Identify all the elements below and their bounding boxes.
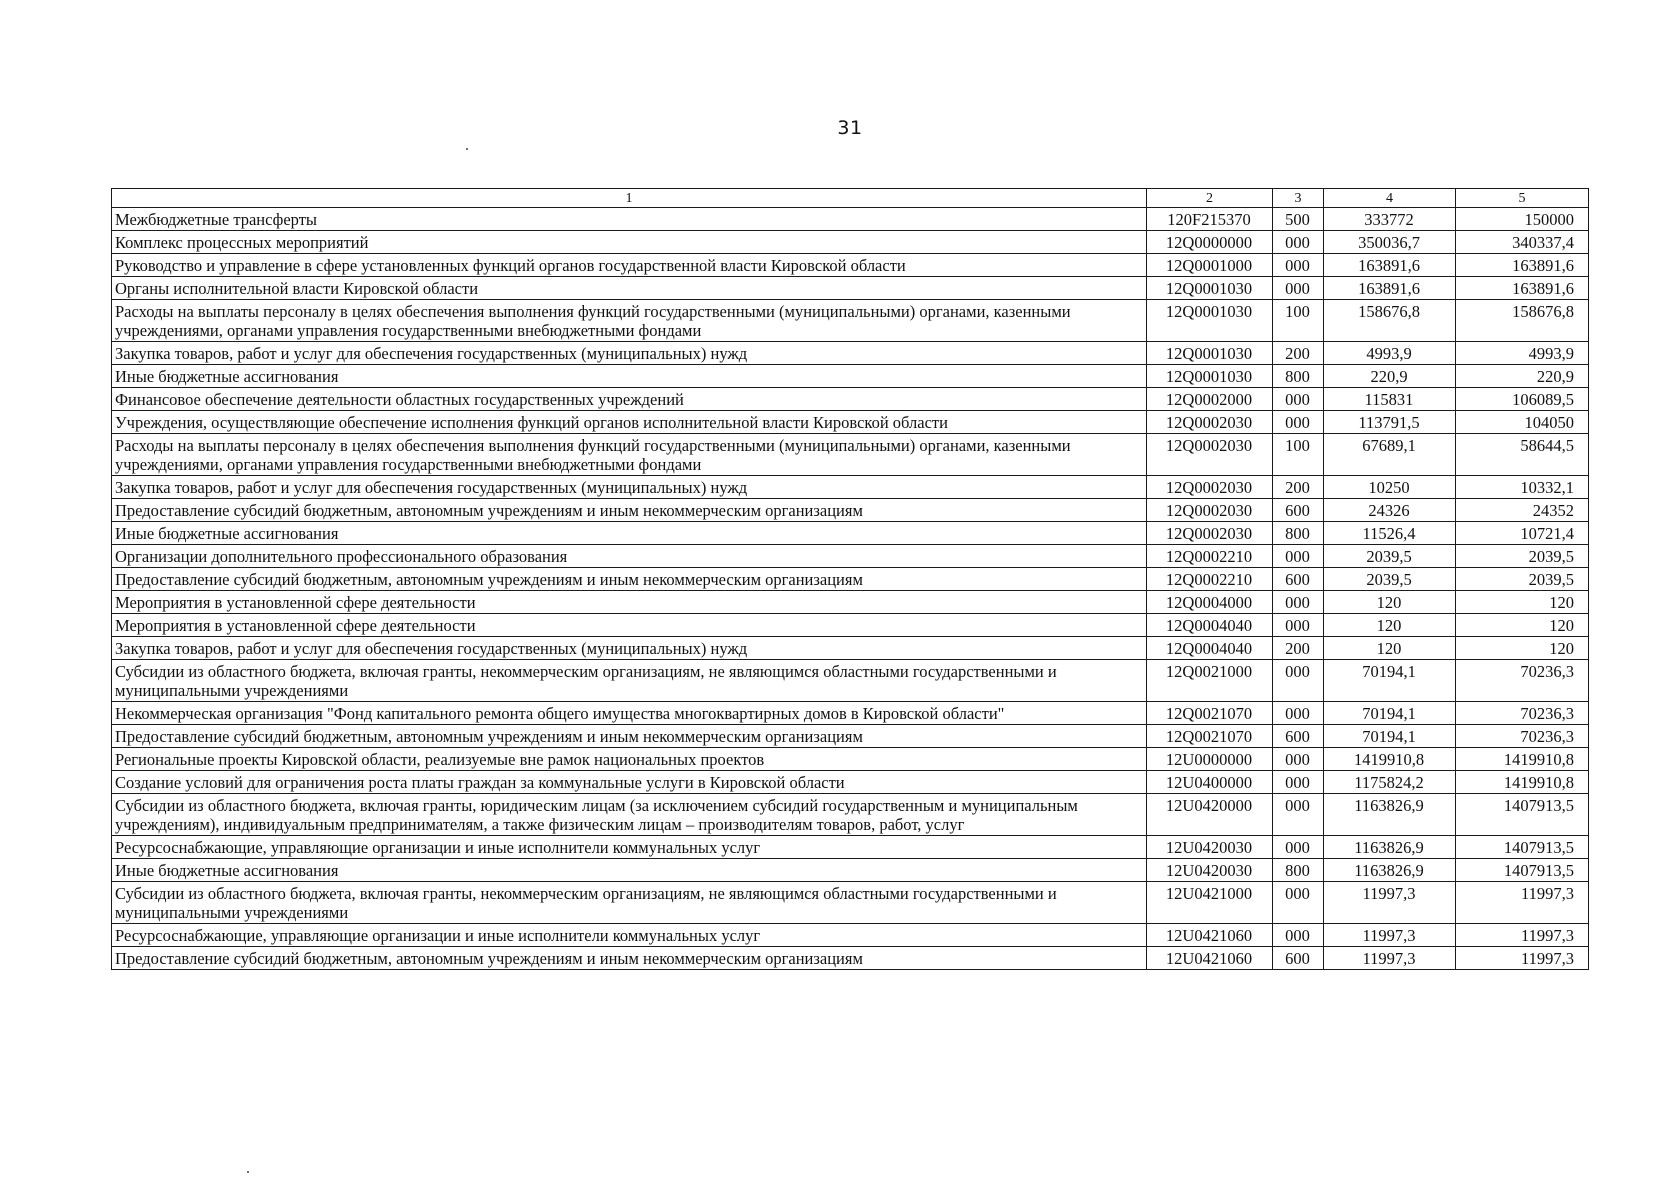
row-sum-1-cell: 67689,1 bbox=[1324, 434, 1456, 476]
table-row bbox=[112, 254, 1589, 277]
row-code-cell: 12U0421000 bbox=[1147, 882, 1273, 924]
table-row bbox=[112, 660, 1589, 702]
column-header-2: 2 bbox=[1147, 189, 1273, 208]
row-sum-2-cell: 106089,5 bbox=[1456, 388, 1589, 411]
row-code-cell: 12Q0002030 bbox=[1147, 434, 1273, 476]
row-code-cell: 12U0421060 bbox=[1147, 947, 1273, 970]
table-row bbox=[112, 365, 1589, 388]
row-name-cell: Учреждения, осуществляющие обеспечение исполнения функций органов исполнительной власти Кировской области bbox=[112, 411, 1147, 434]
row-type-cell: 000 bbox=[1273, 231, 1324, 254]
row-code-cell: 12Q0001030 bbox=[1147, 342, 1273, 365]
row-sum-1-cell: 163891,6 bbox=[1324, 254, 1456, 277]
row-type-cell: 800 bbox=[1273, 365, 1324, 388]
table-row bbox=[112, 522, 1589, 545]
row-sum-1-cell: 220,9 bbox=[1324, 365, 1456, 388]
row-code-cell: 12Q0001000 bbox=[1147, 254, 1273, 277]
row-sum-2-cell: 1407913,5 bbox=[1456, 794, 1589, 836]
table-row bbox=[112, 434, 1589, 476]
row-name-cell: Закупка товаров, работ и услуг для обеспечения государственных (муниципальных) нужд bbox=[112, 637, 1147, 660]
row-type-cell: 200 bbox=[1273, 637, 1324, 660]
row-type-cell: 500 bbox=[1273, 208, 1324, 231]
row-sum-2-cell: 1407913,5 bbox=[1456, 836, 1589, 859]
row-type-cell: 800 bbox=[1273, 522, 1324, 545]
row-sum-2-cell: 340337,4 bbox=[1456, 231, 1589, 254]
row-sum-2-cell: 104050 bbox=[1456, 411, 1589, 434]
row-sum-1-cell: 1419910,8 bbox=[1324, 748, 1456, 771]
row-type-cell: 100 bbox=[1273, 434, 1324, 476]
row-code-cell: 12Q0002030 bbox=[1147, 411, 1273, 434]
row-sum-1-cell: 11526,4 bbox=[1324, 522, 1456, 545]
row-type-cell: 000 bbox=[1273, 748, 1324, 771]
row-sum-1-cell: 1163826,9 bbox=[1324, 859, 1456, 882]
row-type-cell: 000 bbox=[1273, 836, 1324, 859]
table-row bbox=[112, 411, 1589, 434]
table-row bbox=[112, 725, 1589, 748]
row-type-cell: 000 bbox=[1273, 254, 1324, 277]
column-header-1: 1 bbox=[112, 189, 1147, 208]
column-header-3: 3 bbox=[1273, 189, 1324, 208]
row-type-cell: 200 bbox=[1273, 342, 1324, 365]
row-sum-1-cell: 1163826,9 bbox=[1324, 836, 1456, 859]
column-number-header bbox=[112, 189, 1589, 208]
row-code-cell: 12Q0002030 bbox=[1147, 499, 1273, 522]
row-name-cell: Иные бюджетные ассигнования bbox=[112, 522, 1147, 545]
row-code-cell: 12Q0002030 bbox=[1147, 476, 1273, 499]
row-code-cell: 12Q0002210 bbox=[1147, 545, 1273, 568]
row-sum-2-cell: 150000 bbox=[1456, 208, 1589, 231]
row-code-cell: 12U0420000 bbox=[1147, 794, 1273, 836]
row-name-cell: Мероприятия в установленной сфере деятельности bbox=[112, 614, 1147, 637]
row-sum-2-cell: 220,9 bbox=[1456, 365, 1589, 388]
table-row bbox=[112, 476, 1589, 499]
row-sum-2-cell: 120 bbox=[1456, 614, 1589, 637]
row-name-cell: Иные бюджетные ассигнования bbox=[112, 859, 1147, 882]
row-sum-1-cell: 120 bbox=[1324, 591, 1456, 614]
row-sum-2-cell: 163891,6 bbox=[1456, 277, 1589, 300]
row-name-cell: Закупка товаров, работ и услуг для обеспечения государственных (муниципальных) нужд bbox=[112, 342, 1147, 365]
row-sum-1-cell: 70194,1 bbox=[1324, 725, 1456, 748]
row-sum-2-cell: 70236,3 bbox=[1456, 702, 1589, 725]
row-sum-2-cell: 1407913,5 bbox=[1456, 859, 1589, 882]
row-code-cell: 12U0000000 bbox=[1147, 748, 1273, 771]
table-row bbox=[112, 794, 1589, 836]
row-sum-1-cell: 350036,7 bbox=[1324, 231, 1456, 254]
row-sum-1-cell: 1175824,2 bbox=[1324, 771, 1456, 794]
row-sum-2-cell: 2039,5 bbox=[1456, 568, 1589, 591]
row-type-cell: 100 bbox=[1273, 300, 1324, 342]
row-code-cell: 12Q0001030 bbox=[1147, 365, 1273, 388]
table-row bbox=[112, 499, 1589, 522]
row-name-cell: Расходы на выплаты персоналу в целях обеспечения выполнения функций государственными (муниципальными) органами, казенными учреждениями, органами управления государственными внебюджетными фондами bbox=[112, 434, 1147, 476]
row-name-cell: Финансовое обеспечение деятельности областных государственных учреждений bbox=[112, 388, 1147, 411]
row-type-cell: 000 bbox=[1273, 702, 1324, 725]
row-sum-1-cell: 113791,5 bbox=[1324, 411, 1456, 434]
table-row bbox=[112, 882, 1589, 924]
table-row bbox=[112, 836, 1589, 859]
row-type-cell: 000 bbox=[1273, 771, 1324, 794]
row-sum-2-cell: 11997,3 bbox=[1456, 924, 1589, 947]
row-type-cell: 000 bbox=[1273, 388, 1324, 411]
row-sum-2-cell: 2039,5 bbox=[1456, 545, 1589, 568]
row-sum-1-cell: 2039,5 bbox=[1324, 568, 1456, 591]
row-code-cell: 12Q0021070 bbox=[1147, 725, 1273, 748]
row-type-cell: 000 bbox=[1273, 614, 1324, 637]
row-sum-2-cell: 70236,3 bbox=[1456, 725, 1589, 748]
row-name-cell: Закупка товаров, работ и услуг для обеспечения государственных (муниципальных) нужд bbox=[112, 476, 1147, 499]
row-sum-1-cell: 115831 bbox=[1324, 388, 1456, 411]
column-header-4: 4 bbox=[1324, 189, 1456, 208]
row-name-cell: Органы исполнительной власти Кировской области bbox=[112, 277, 1147, 300]
row-sum-1-cell: 4993,9 bbox=[1324, 342, 1456, 365]
page-number: 31 bbox=[837, 117, 863, 139]
row-sum-1-cell: 70194,1 bbox=[1324, 702, 1456, 725]
row-sum-2-cell: 24352 bbox=[1456, 499, 1589, 522]
table-row bbox=[112, 748, 1589, 771]
row-code-cell: 12Q0004040 bbox=[1147, 614, 1273, 637]
table-row bbox=[112, 277, 1589, 300]
table-body bbox=[112, 208, 1589, 970]
row-code-cell: 12Q0002000 bbox=[1147, 388, 1273, 411]
row-sum-1-cell: 2039,5 bbox=[1324, 545, 1456, 568]
row-name-cell: Создание условий для ограничения роста платы граждан за коммунальные услуги в Кировской области bbox=[112, 771, 1147, 794]
row-name-cell: Ресурсоснабжающие, управляющие организации и иные исполнители коммунальных услуг bbox=[112, 924, 1147, 947]
table-row bbox=[112, 859, 1589, 882]
row-type-cell: 600 bbox=[1273, 499, 1324, 522]
row-sum-2-cell: 120 bbox=[1456, 591, 1589, 614]
table-row bbox=[112, 300, 1589, 342]
row-name-cell: Организации дополнительного профессионального образования bbox=[112, 545, 1147, 568]
row-code-cell: 12Q0021000 bbox=[1147, 660, 1273, 702]
row-code-cell: 12Q0001030 bbox=[1147, 300, 1273, 342]
table-row bbox=[112, 231, 1589, 254]
row-sum-2-cell: 163891,6 bbox=[1456, 254, 1589, 277]
row-type-cell: 200 bbox=[1273, 476, 1324, 499]
row-code-cell: 12Q0004000 bbox=[1147, 591, 1273, 614]
row-sum-2-cell: 10721,4 bbox=[1456, 522, 1589, 545]
row-type-cell: 600 bbox=[1273, 568, 1324, 591]
scan-speck bbox=[466, 148, 468, 150]
row-sum-1-cell: 11997,3 bbox=[1324, 882, 1456, 924]
row-name-cell: Мероприятия в установленной сфере деятельности bbox=[112, 591, 1147, 614]
row-name-cell: Комплекс процессных мероприятий bbox=[112, 231, 1147, 254]
row-name-cell: Субсидии из областного бюджета, включая гранты, юридическим лицам (за исключением субсидий государственным и муниципальным учреждениям), индивидуальным предпринимателям, а также физическим лицам – производителям товаров, работ, услуг bbox=[112, 794, 1147, 836]
row-code-cell: 12U0400000 bbox=[1147, 771, 1273, 794]
row-name-cell: Региональные проекты Кировской области, реализуемые вне рамок национальных проектов bbox=[112, 748, 1147, 771]
row-type-cell: 000 bbox=[1273, 545, 1324, 568]
row-name-cell: Руководство и управление в сфере установленных функций органов государственной власти Кировской области bbox=[112, 254, 1147, 277]
row-code-cell: 12Q0021070 bbox=[1147, 702, 1273, 725]
row-sum-2-cell: 11997,3 bbox=[1456, 947, 1589, 970]
row-type-cell: 000 bbox=[1273, 794, 1324, 836]
table-row bbox=[112, 568, 1589, 591]
row-name-cell: Предоставление субсидий бюджетным, автономным учреждениям и иным некоммерческим организациям bbox=[112, 568, 1147, 591]
row-sum-2-cell: 120 bbox=[1456, 637, 1589, 660]
row-type-cell: 600 bbox=[1273, 725, 1324, 748]
row-sum-2-cell: 1419910,8 bbox=[1456, 771, 1589, 794]
row-name-cell: Расходы на выплаты персоналу в целях обеспечения выполнения функций государственными (муниципальными) органами, казенными учреждениями, органами управления государственными внебюджетными фондами bbox=[112, 300, 1147, 342]
row-type-cell: 000 bbox=[1273, 411, 1324, 434]
row-sum-2-cell: 4993,9 bbox=[1456, 342, 1589, 365]
column-header-5: 5 bbox=[1456, 189, 1589, 208]
row-code-cell: 12U0421060 bbox=[1147, 924, 1273, 947]
row-name-cell: Предоставление субсидий бюджетным, автономным учреждениям и иным некоммерческим организациям bbox=[112, 725, 1147, 748]
row-name-cell: Предоставление субсидий бюджетным, автономным учреждениям и иным некоммерческим организациям bbox=[112, 499, 1147, 522]
row-code-cell: 12Q0001030 bbox=[1147, 277, 1273, 300]
row-name-cell: Субсидии из областного бюджета, включая гранты, некоммерческим организациям, не являющимся областными государственными и муниципальными учреждениями bbox=[112, 882, 1147, 924]
row-sum-1-cell: 163891,6 bbox=[1324, 277, 1456, 300]
row-sum-1-cell: 70194,1 bbox=[1324, 660, 1456, 702]
table-row bbox=[112, 702, 1589, 725]
table-row bbox=[112, 771, 1589, 794]
row-code-cell: 12U0420030 bbox=[1147, 836, 1273, 859]
row-name-cell: Субсидии из областного бюджета, включая гранты, некоммерческим организациям, не являющимся областными государственными и муниципальными учреждениями bbox=[112, 660, 1147, 702]
table-row bbox=[112, 924, 1589, 947]
row-code-cell: 12Q0000000 bbox=[1147, 231, 1273, 254]
row-sum-1-cell: 24326 bbox=[1324, 499, 1456, 522]
row-code-cell: 120F215370 bbox=[1147, 208, 1273, 231]
row-name-cell: Предоставление субсидий бюджетным, автономным учреждениям и иным некоммерческим организациям bbox=[112, 947, 1147, 970]
row-code-cell: 12U0420030 bbox=[1147, 859, 1273, 882]
row-sum-2-cell: 70236,3 bbox=[1456, 660, 1589, 702]
row-name-cell: Ресурсоснабжающие, управляющие организации и иные исполнители коммунальных услуг bbox=[112, 836, 1147, 859]
row-sum-1-cell: 120 bbox=[1324, 614, 1456, 637]
table-row bbox=[112, 637, 1589, 660]
table-row bbox=[112, 614, 1589, 637]
row-sum-2-cell: 158676,8 bbox=[1456, 300, 1589, 342]
row-sum-2-cell: 10332,1 bbox=[1456, 476, 1589, 499]
row-sum-1-cell: 120 bbox=[1324, 637, 1456, 660]
row-code-cell: 12Q0004040 bbox=[1147, 637, 1273, 660]
row-sum-1-cell: 11997,3 bbox=[1324, 947, 1456, 970]
row-type-cell: 000 bbox=[1273, 591, 1324, 614]
table-row bbox=[112, 947, 1589, 970]
row-sum-2-cell: 11997,3 bbox=[1456, 882, 1589, 924]
row-type-cell: 000 bbox=[1273, 277, 1324, 300]
row-sum-2-cell: 1419910,8 bbox=[1456, 748, 1589, 771]
row-name-cell: Иные бюджетные ассигнования bbox=[112, 365, 1147, 388]
row-sum-1-cell: 11997,3 bbox=[1324, 924, 1456, 947]
row-name-cell: Некоммерческая организация "Фонд капитального ремонта общего имущества многоквартирных домов в Кировской области" bbox=[112, 702, 1147, 725]
row-sum-1-cell: 10250 bbox=[1324, 476, 1456, 499]
table-row bbox=[112, 591, 1589, 614]
row-name-cell: Межбюджетные трансферты bbox=[112, 208, 1147, 231]
row-type-cell: 600 bbox=[1273, 947, 1324, 970]
table-row bbox=[112, 388, 1589, 411]
scan-speck bbox=[247, 1171, 249, 1173]
row-type-cell: 000 bbox=[1273, 924, 1324, 947]
row-type-cell: 800 bbox=[1273, 859, 1324, 882]
row-sum-1-cell: 158676,8 bbox=[1324, 300, 1456, 342]
table-row bbox=[112, 342, 1589, 365]
row-code-cell: 12Q0002030 bbox=[1147, 522, 1273, 545]
row-code-cell: 12Q0002210 bbox=[1147, 568, 1273, 591]
budget-table bbox=[111, 188, 1589, 970]
row-sum-1-cell: 333772 bbox=[1324, 208, 1456, 231]
row-type-cell: 000 bbox=[1273, 882, 1324, 924]
row-type-cell: 000 bbox=[1273, 660, 1324, 702]
row-sum-1-cell: 1163826,9 bbox=[1324, 794, 1456, 836]
row-sum-2-cell: 58644,5 bbox=[1456, 434, 1589, 476]
table-row bbox=[112, 545, 1589, 568]
table-row bbox=[112, 208, 1589, 231]
